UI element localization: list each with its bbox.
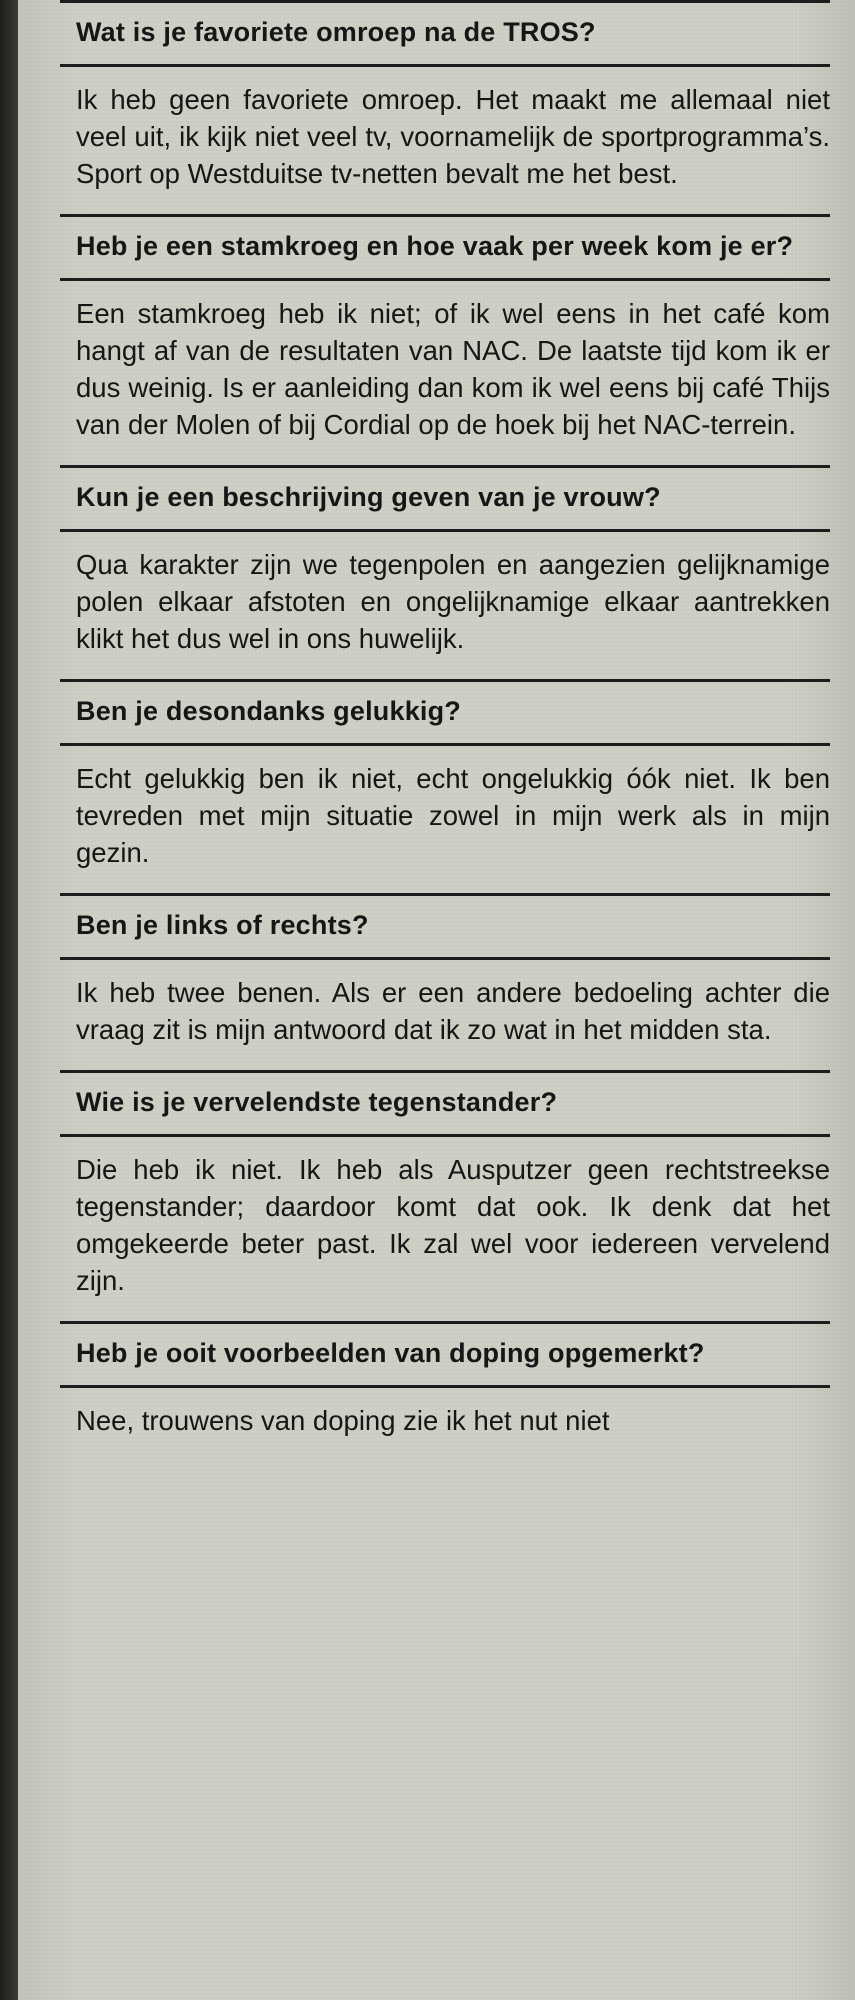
answer-2: Een stamkroeg heb ik niet; of ik wel eens in het café kom hangt af van de resultaten van NAC. De laatste tijd kom ik er dus weinig. Is er aanleiding dan kom ik wel eens bij café Thijs van der Molen of bij Cordial op de hoek bij het NAC-terrein. (76, 298, 830, 440)
answer-7: Nee, trouwens van doping zie ik het nut niet (76, 1405, 610, 1436)
question-3: Kun je een beschrijving geven van je vrouw? (76, 482, 661, 512)
answer-3: Qua karakter zijn we tegenpolen en aangezien gelijknamige polen elkaar afstoten en ongelijknamige elkaar aantrekken klikt het dus wel in ons huwelijk. (76, 549, 830, 654)
question-6: Wie is je vervelendste tegenstander? (76, 1087, 558, 1117)
answer-4: Echt gelukkig ben ik niet, echt ongelukkig óók niet. Ik ben tevreden met mijn situatie zowel in mijn werk als in mijn gezin. (76, 763, 830, 868)
page-edge-shadow (0, 0, 18, 2000)
answer-5: Ik heb twee benen. Als er een andere bedoeling achter die vraag zit is mijn antwoord dat ik zo wat in het midden sta. (76, 977, 830, 1045)
question-4: Ben je desondanks gelukkig? (76, 696, 461, 726)
answer-1: Ik heb geen favoriete omroep. Het maakt me allemaal niet veel uit, ik kijk niet veel tv, voornamelijk de sportprogramma’s. Sport op Westduitse tv-netten bevalt me het best. (76, 84, 830, 189)
newspaper-clipping (18, 0, 855, 2000)
answer-6: Die heb ik niet. Ik heb als Ausputzer geen rechtstreekse tegenstander; daardoor komt dat ook. Ik denk dat het omgekeerde beter past. Ik zal wel voor iedereen vervelend zijn. (76, 1154, 830, 1296)
question-7: Heb je ooit voorbeelden van doping opgemerkt? (76, 1338, 705, 1368)
question-2: Heb je een stamkroeg en hoe vaak per week kom je er? (76, 231, 794, 261)
question-5: Ben je links of rechts? (76, 910, 369, 940)
interview-column (60, 0, 830, 1461)
question-1: Wat is je favoriete omroep na de TROS? (76, 17, 596, 47)
